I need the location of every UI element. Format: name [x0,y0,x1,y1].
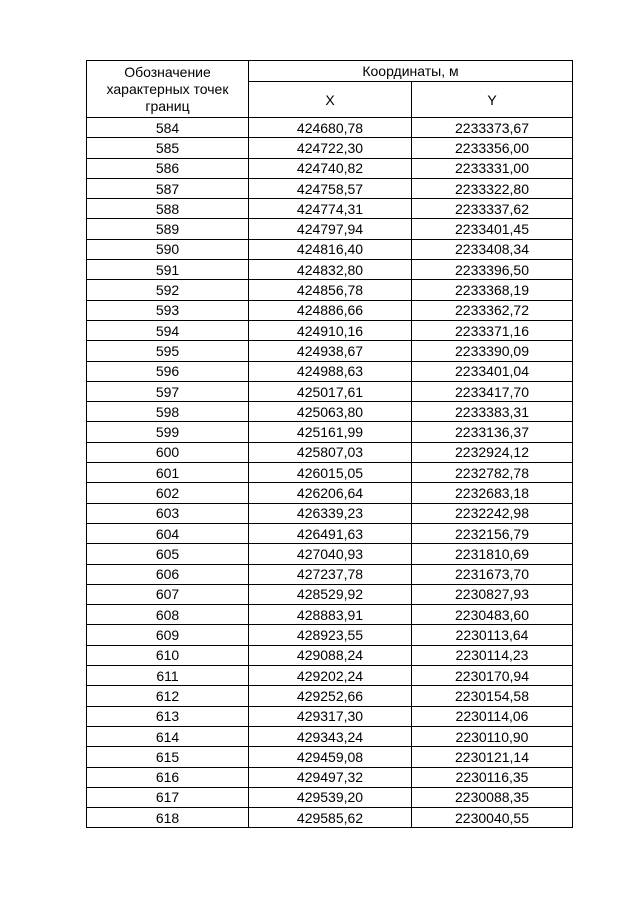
table-row [87,544,573,564]
y-coordinate-cell: 2233396,50 [412,260,573,280]
y-coordinate-cell: 2233371,16 [412,320,573,340]
table-row [87,178,573,198]
table-row [87,300,573,320]
y-coordinate-cell: 2233337,62 [412,199,573,219]
table-row [87,767,573,787]
point-cell: 606 [87,564,249,584]
y-coordinate-cell: 2233322,80 [412,178,573,198]
coordinates-column-header: Координаты, м [249,61,573,82]
x-coordinate-cell: 429317,30 [249,706,412,726]
table-row [87,503,573,523]
x-column-header: X [249,82,412,118]
x-coordinate-cell: 428529,92 [249,584,412,604]
point-cell: 589 [87,219,249,239]
y-coordinate-cell: 2232683,18 [412,483,573,503]
x-coordinate-cell: 425017,61 [249,381,412,401]
table-row [87,666,573,686]
x-coordinate-cell: 429202,24 [249,666,412,686]
point-cell: 612 [87,686,249,706]
point-cell: 594 [87,320,249,340]
point-cell: 607 [87,584,249,604]
y-coordinate-cell: 2233331,00 [412,158,573,178]
y-coordinate-cell: 2230110,90 [412,726,573,746]
table-row [87,808,573,828]
table-row [87,320,573,340]
x-coordinate-cell: 424758,57 [249,178,412,198]
point-cell: 599 [87,422,249,442]
x-coordinate-cell: 426491,63 [249,523,412,543]
table-row [87,523,573,543]
y-coordinate-cell: 2230040,55 [412,808,573,828]
y-coordinate-cell: 2230121,14 [412,747,573,767]
x-coordinate-cell: 424988,63 [249,361,412,381]
x-coordinate-cell: 424740,82 [249,158,412,178]
x-coordinate-cell: 428883,91 [249,605,412,625]
point-cell: 617 [87,787,249,807]
point-column-header: Обозначение характерных точек границ [87,61,249,118]
y-coordinate-cell: 2232924,12 [412,442,573,462]
x-coordinate-cell: 424910,16 [249,320,412,340]
y-coordinate-cell: 2232156,79 [412,523,573,543]
y-coordinate-cell: 2231810,69 [412,544,573,564]
y-coordinate-cell: 2230113,64 [412,625,573,645]
x-coordinate-cell: 425161,99 [249,422,412,442]
point-cell: 602 [87,483,249,503]
table-row [87,706,573,726]
x-coordinate-cell: 425807,03 [249,442,412,462]
point-cell: 616 [87,767,249,787]
point-cell: 584 [87,118,249,138]
x-coordinate-cell: 424774,31 [249,199,412,219]
point-cell: 585 [87,138,249,158]
table-row [87,442,573,462]
y-coordinate-cell: 2230114,06 [412,706,573,726]
y-coordinate-cell: 2233368,19 [412,280,573,300]
point-cell: 587 [87,178,249,198]
y-coordinate-cell: 2230116,35 [412,767,573,787]
table-row [87,158,573,178]
table-row [87,645,573,665]
table-row [87,402,573,422]
y-coordinate-cell: 2232242,98 [412,503,573,523]
y-coordinate-cell: 2233401,04 [412,361,573,381]
x-coordinate-cell: 426206,64 [249,483,412,503]
y-coordinate-cell: 2230154,58 [412,686,573,706]
y-coordinate-cell: 2233356,00 [412,138,573,158]
table-row [87,747,573,767]
x-coordinate-cell: 424680,78 [249,118,412,138]
point-cell: 588 [87,199,249,219]
x-coordinate-cell: 424832,80 [249,260,412,280]
table-row [87,118,573,138]
y-coordinate-cell: 2232782,78 [412,463,573,483]
point-cell: 605 [87,544,249,564]
x-coordinate-cell: 426015,05 [249,463,412,483]
x-coordinate-cell: 424816,40 [249,239,412,259]
point-cell: 592 [87,280,249,300]
table-row [87,260,573,280]
table-row [87,361,573,381]
y-coordinate-cell: 2230483,60 [412,605,573,625]
x-coordinate-cell: 429088,24 [249,645,412,665]
table-row [87,341,573,361]
point-cell: 603 [87,503,249,523]
x-coordinate-cell: 424797,94 [249,219,412,239]
table-row [87,605,573,625]
point-cell: 590 [87,239,249,259]
y-coordinate-cell: 2233383,31 [412,402,573,422]
y-coordinate-cell: 2231673,70 [412,564,573,584]
point-cell: 600 [87,442,249,462]
table-body [87,118,573,828]
point-cell: 586 [87,158,249,178]
point-cell: 597 [87,381,249,401]
point-cell: 601 [87,463,249,483]
point-cell: 613 [87,706,249,726]
point-cell: 593 [87,300,249,320]
x-coordinate-cell: 429459,08 [249,747,412,767]
y-coordinate-cell: 2233390,09 [412,341,573,361]
table-row [87,686,573,706]
point-cell: 614 [87,726,249,746]
table-row [87,564,573,584]
point-cell: 608 [87,605,249,625]
table-row [87,381,573,401]
table-row [87,463,573,483]
point-cell: 598 [87,402,249,422]
point-cell: 609 [87,625,249,645]
x-coordinate-cell: 429585,62 [249,808,412,828]
point-cell: 595 [87,341,249,361]
y-coordinate-cell: 2230088,35 [412,787,573,807]
y-coordinate-cell: 2233136,37 [412,422,573,442]
x-coordinate-cell: 424886,66 [249,300,412,320]
x-coordinate-cell: 429252,66 [249,686,412,706]
y-coordinate-cell: 2230170,94 [412,666,573,686]
y-coordinate-cell: 2233362,72 [412,300,573,320]
point-cell: 615 [87,747,249,767]
x-coordinate-cell: 427237,78 [249,564,412,584]
table-row [87,219,573,239]
table-row [87,239,573,259]
y-coordinate-cell: 2233408,34 [412,239,573,259]
x-coordinate-cell: 429539,20 [249,787,412,807]
x-coordinate-cell: 424722,30 [249,138,412,158]
table-row [87,138,573,158]
point-cell: 610 [87,645,249,665]
x-coordinate-cell: 425063,80 [249,402,412,422]
table-row [87,199,573,219]
point-cell: 618 [87,808,249,828]
y-coordinate-cell: 2233373,67 [412,118,573,138]
x-coordinate-cell: 424856,78 [249,280,412,300]
table-row [87,726,573,746]
table-row [87,584,573,604]
y-coordinate-cell: 2233417,70 [412,381,573,401]
point-cell: 596 [87,361,249,381]
point-cell: 604 [87,523,249,543]
x-coordinate-cell: 426339,23 [249,503,412,523]
y-coordinate-cell: 2230114,23 [412,645,573,665]
y-column-header: Y [412,82,573,118]
point-cell: 611 [87,666,249,686]
x-coordinate-cell: 427040,93 [249,544,412,564]
table-row [87,280,573,300]
table-row [87,483,573,503]
table-header [87,61,573,118]
x-coordinate-cell: 429343,24 [249,726,412,746]
x-coordinate-cell: 428923,55 [249,625,412,645]
x-coordinate-cell: 424938,67 [249,341,412,361]
table-row [87,625,573,645]
table-row [87,422,573,442]
y-coordinate-cell: 2233401,45 [412,219,573,239]
x-coordinate-cell: 429497,32 [249,767,412,787]
coordinates-table [86,60,573,828]
y-coordinate-cell: 2230827,93 [412,584,573,604]
table-row [87,787,573,807]
point-cell: 591 [87,260,249,280]
